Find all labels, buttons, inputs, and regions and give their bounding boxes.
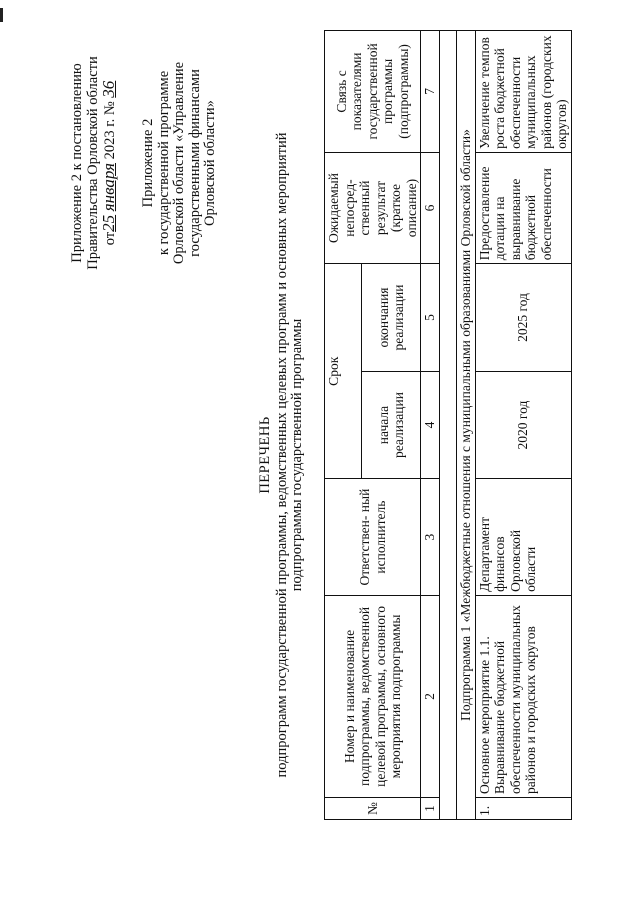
table-spacer [440, 31, 457, 820]
table-row [475, 31, 571, 820]
handwritten-decree-number: 36 [99, 80, 118, 98]
row-end: 2025 год [475, 264, 571, 372]
column-number-5: 5 [421, 264, 440, 372]
header-result: Ожидаемый непосред- ственный результат (краткое описание) [325, 152, 421, 263]
appendix2-line-2: Орловской области «Управление [171, 61, 187, 265]
decree-appendix-header [70, 33, 119, 293]
appendix2-line-3: государственными финансами [186, 69, 203, 257]
column-number-2: 2 [421, 595, 440, 797]
appendix-line-2: Правительства Орловской области [84, 56, 101, 270]
column-number-row [421, 31, 440, 820]
decree-date-line [101, 33, 119, 293]
program-appendix-header [141, 33, 219, 293]
header-term: Срок [325, 264, 362, 479]
title-line-2: подпрограммы государственной программы [289, 318, 305, 592]
header-name: Номер и наименование подпрограммы, ведомственной целевой программы, основного мероприятия подпрограммы [325, 595, 421, 797]
row-name: Основное мероприятие 1.1. Выравнивание бюджетной обеспеченности муниципальных районов и городских округов [475, 595, 571, 797]
row-number: 1. [475, 797, 571, 819]
handwritten-month: января [99, 162, 118, 212]
date-prefix: от [102, 231, 118, 246]
subprogram-title: Подпрограмма 1 «Межбюджетные отношения с муниципальными образованиями Орловской области» [457, 31, 476, 820]
row-result: Предоставление дотации на выравнивание бюджетной обеспеченности [475, 152, 571, 263]
column-number-3: 3 [421, 479, 440, 596]
column-number-7: 7 [421, 31, 440, 153]
appendix2-line-4: Орловской области» [202, 100, 218, 226]
column-number-6: 6 [421, 152, 440, 263]
header-executor: Ответствен- ный исполнитель [325, 479, 421, 596]
appendix-line-1: Приложение 2 к постановлению [69, 63, 85, 263]
title-line-1: подпрограмм государственной программы, ведомственных целевых программ и основных мероприятий [273, 132, 290, 778]
row-link: Увеличение темпов роста бюджетной обеспеченности муниципальных районов (городских округов) [475, 31, 571, 153]
date-year: 2023 г. № [102, 101, 118, 160]
appendix2-line-1: к государственной программе [155, 70, 172, 256]
column-number-4: 4 [421, 371, 440, 479]
title-main: ПЕРЕЧЕНЬ [257, 416, 273, 494]
header-number: № [325, 797, 421, 819]
header-end: окончания реализации [362, 264, 421, 372]
row-start: 2020 год [475, 371, 571, 479]
document-title [258, 65, 306, 845]
header-start: начала реализации [362, 371, 421, 479]
handwritten-day: 25 [99, 214, 118, 232]
programs-table [324, 30, 572, 820]
column-number-1: 1 [421, 797, 440, 819]
table-header-row [325, 31, 362, 820]
row-executor: Департамент финансов Орловской области [475, 479, 571, 596]
appendix2-title: Приложение 2 [140, 118, 156, 208]
subprogram-row [457, 31, 476, 820]
header-link: Связь с показателями государственной программы (подпрограммы) [325, 31, 421, 153]
